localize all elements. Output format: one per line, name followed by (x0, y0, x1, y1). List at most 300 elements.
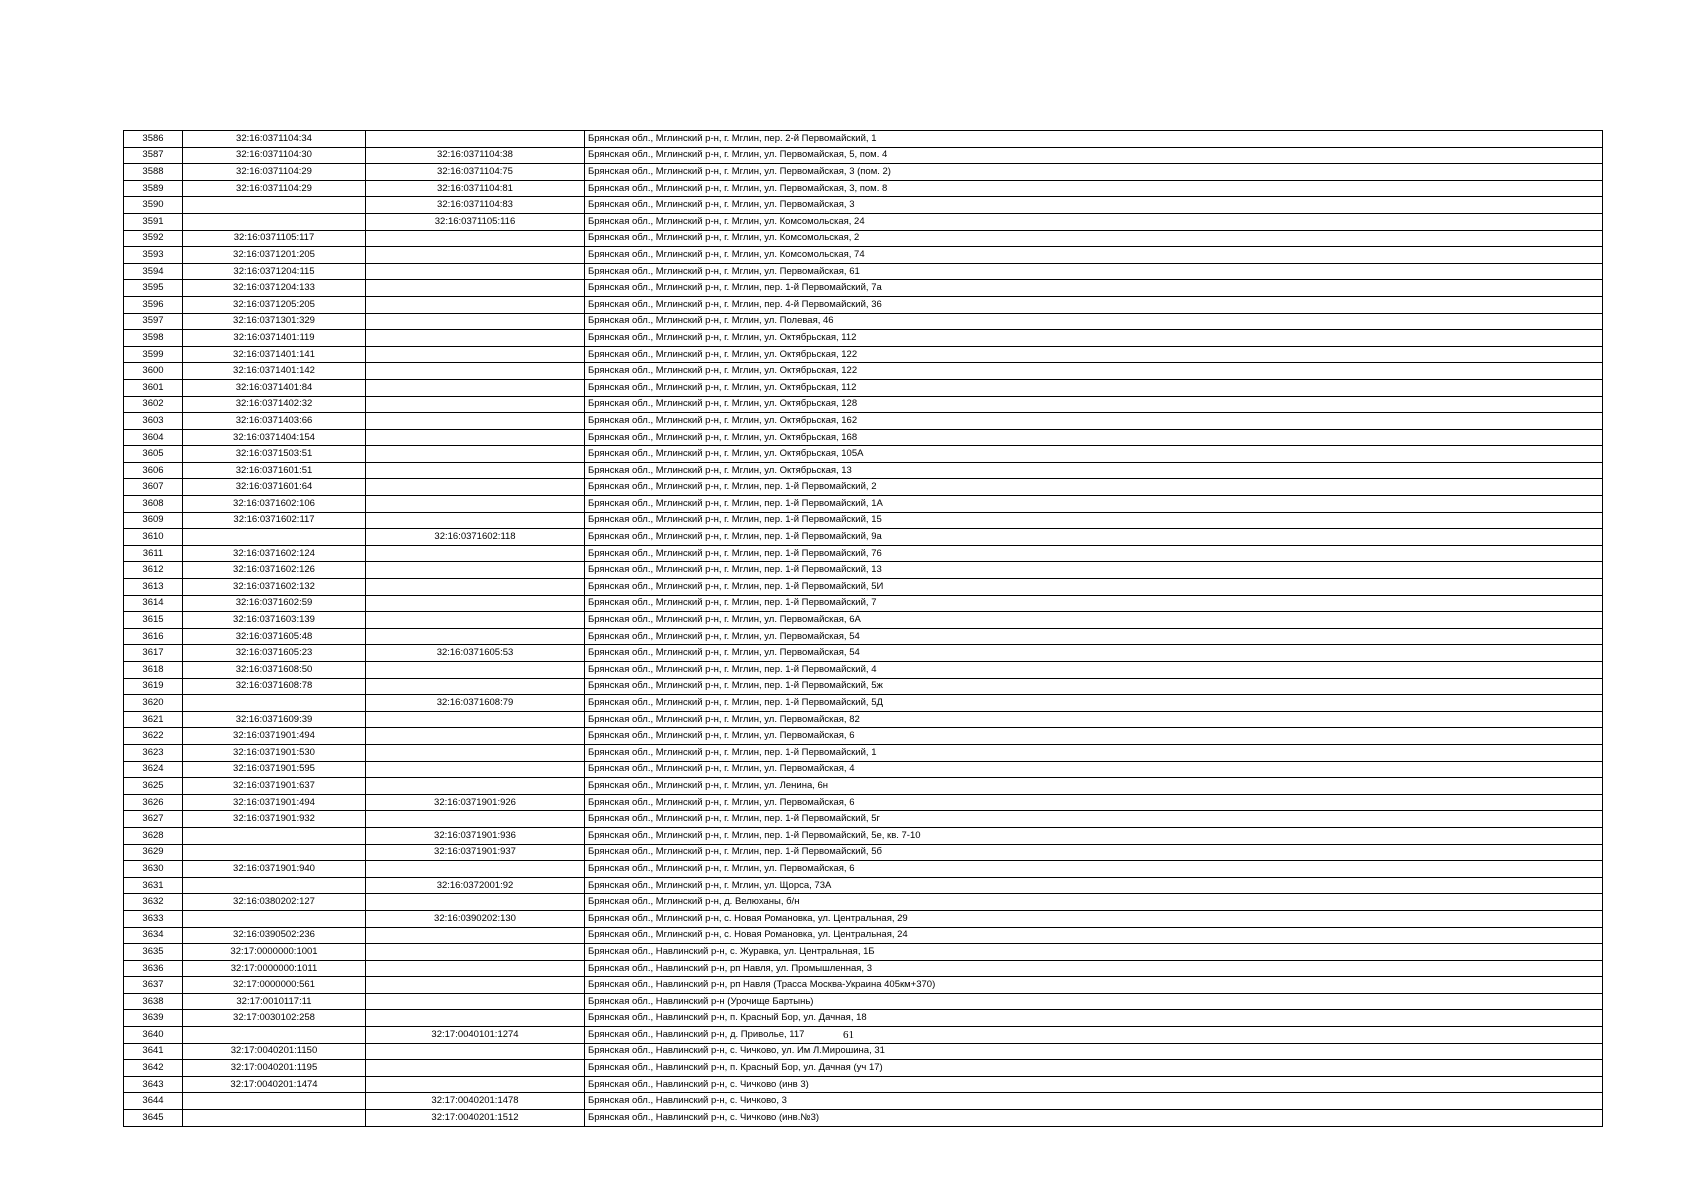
cadastral-number-secondary-cell (366, 280, 585, 297)
address-cell: Брянская обл., Мглинский р-н, г. Мглин, ул. Первомайская, 6 (585, 861, 1603, 878)
cadastral-number-secondary-cell (366, 379, 585, 396)
table-row (124, 180, 1603, 197)
row-number-cell: 3598 (124, 330, 183, 347)
table-row (124, 313, 1603, 330)
row-number-cell: 3595 (124, 280, 183, 297)
cadastral-number-secondary-cell (366, 977, 585, 994)
table-row (124, 379, 1603, 396)
address-cell: Брянская обл., Мглинский р-н, г. Мглин, пер. 1-й Первомайский, 4 (585, 662, 1603, 679)
cadastral-number-primary-cell: 32:16:0371901:530 (183, 744, 366, 761)
cadastral-number-primary-cell (183, 910, 366, 927)
table-row (124, 910, 1603, 927)
cadastral-number-primary-cell: 32:16:0371401:84 (183, 379, 366, 396)
registry-table-body (124, 131, 1603, 1127)
cadastral-number-secondary-cell (366, 1060, 585, 1077)
cadastral-number-secondary-cell (366, 662, 585, 679)
address-cell: Брянская обл., Мглинский р-н, г. Мглин, пер. 1-й Первомайский, 15 (585, 512, 1603, 529)
row-number-cell: 3635 (124, 944, 183, 961)
row-number-cell: 3619 (124, 678, 183, 695)
address-cell: Брянская обл., Мглинский р-н, г. Мглин, ул. Октябрьская, 128 (585, 396, 1603, 413)
cadastral-number-secondary-cell (366, 711, 585, 728)
cadastral-number-secondary-cell (366, 927, 585, 944)
row-number-cell: 3625 (124, 778, 183, 795)
cadastral-number-secondary-cell (366, 595, 585, 612)
cadastral-number-primary-cell: 32:16:0371601:51 (183, 462, 366, 479)
row-number-cell: 3586 (124, 131, 183, 148)
cadastral-number-secondary-cell (366, 728, 585, 745)
row-number-cell: 3602 (124, 396, 183, 413)
address-cell: Брянская обл., Навлинский р-н, п. Красный Бор, ул. Дачная (уч 17) (585, 1060, 1603, 1077)
cadastral-number-primary-cell: 32:17:0000000:561 (183, 977, 366, 994)
row-number-cell: 3608 (124, 496, 183, 513)
table-row (124, 1076, 1603, 1093)
cadastral-number-primary-cell: 32:16:0371901:932 (183, 811, 366, 828)
table-row (124, 662, 1603, 679)
address-cell: Брянская обл., Мглинский р-н, г. Мглин, пер. 4-й Первомайский, 36 (585, 296, 1603, 313)
table-row (124, 296, 1603, 313)
row-number-cell: 3617 (124, 645, 183, 662)
table-row (124, 844, 1603, 861)
cadastral-number-primary-cell: 32:16:0371901:940 (183, 861, 366, 878)
cadastral-number-secondary-cell (366, 330, 585, 347)
address-cell: Брянская обл., Навлинский р-н, с. Чичково, ул. Им Л.Мирошина, 31 (585, 1043, 1603, 1060)
address-cell: Брянская обл., Мглинский р-н, г. Мглин, ул. Первомайская, 3 (585, 197, 1603, 214)
table-row (124, 263, 1603, 280)
row-number-cell: 3615 (124, 612, 183, 629)
cadastral-number-primary-cell: 32:16:0371602:132 (183, 579, 366, 596)
cadastral-number-primary-cell: 32:16:0371205:205 (183, 296, 366, 313)
address-cell: Брянская обл., Навлинский р-н, рп Навля (Трасса Москва-Украина 405км+370) (585, 977, 1603, 994)
table-row (124, 761, 1603, 778)
table-row (124, 413, 1603, 430)
cadastral-number-primary-cell: 32:17:0040201:1474 (183, 1076, 366, 1093)
address-cell: Брянская обл., Мглинский р-н, г. Мглин, пер. 1-й Первомайский, 5Д (585, 695, 1603, 712)
address-cell: Брянская обл., Мглинский р-н, г. Мглин, пер. 1-й Первомайский, 2 (585, 479, 1603, 496)
address-cell: Брянская обл., Мглинский р-н, г. Мглин, ул. Комсомольская, 2 (585, 230, 1603, 247)
cadastral-number-secondary-cell: 32:17:0040201:1478 (366, 1093, 585, 1110)
table-row (124, 927, 1603, 944)
cadastral-number-primary-cell: 32:16:0371609:39 (183, 711, 366, 728)
table-row (124, 827, 1603, 844)
cadastral-number-secondary-cell (366, 131, 585, 148)
cadastral-number-primary-cell: 32:16:0380202:127 (183, 894, 366, 911)
table-row (124, 164, 1603, 181)
cadastral-number-primary-cell: 32:16:0371104:30 (183, 147, 366, 164)
address-cell: Брянская обл., Мглинский р-н, г. Мглин, ул. Первомайская, 3, пом. 8 (585, 180, 1603, 197)
row-number-cell: 3611 (124, 545, 183, 562)
cadastral-number-secondary-cell (366, 496, 585, 513)
cadastral-number-primary-cell: 32:17:0040201:1195 (183, 1060, 366, 1077)
cadastral-number-secondary-cell (366, 1010, 585, 1027)
table-row (124, 545, 1603, 562)
row-number-cell: 3645 (124, 1110, 183, 1127)
address-cell: Брянская обл., Мглинский р-н, г. Мглин, пер. 1-й Первомайский, 7а (585, 280, 1603, 297)
address-cell: Брянская обл., Навлинский р-н, п. Красный Бор, ул. Дачная, 18 (585, 1010, 1603, 1027)
address-cell: Брянская обл., Навлинский р-н, рп Навля, ул. Промышленная, 3 (585, 960, 1603, 977)
address-cell: Брянская обл., Мглинский р-н, г. Мглин, ул. Октябрьская, 112 (585, 379, 1603, 396)
cadastral-number-secondary-cell (366, 993, 585, 1010)
cadastral-number-primary-cell: 32:16:0371104:29 (183, 164, 366, 181)
cadastral-number-secondary-cell: 32:16:0371901:926 (366, 794, 585, 811)
table-row (124, 247, 1603, 264)
table-row (124, 728, 1603, 745)
table-row (124, 213, 1603, 230)
table-row (124, 330, 1603, 347)
row-number-cell: 3621 (124, 711, 183, 728)
cadastral-number-secondary-cell (366, 1043, 585, 1060)
row-number-cell: 3632 (124, 894, 183, 911)
address-cell: Брянская обл., Мглинский р-н, г. Мглин, ул. Комсомольская, 74 (585, 247, 1603, 264)
row-number-cell: 3620 (124, 695, 183, 712)
cadastral-number-secondary-cell (366, 313, 585, 330)
cadastral-number-secondary-cell (366, 296, 585, 313)
table-row (124, 479, 1603, 496)
address-cell: Брянская обл., Навлинский р-н (Урочище Бартынь) (585, 993, 1603, 1010)
row-number-cell: 3622 (124, 728, 183, 745)
address-cell: Брянская обл., Мглинский р-н, г. Мглин, ул. Щорса, 73А (585, 877, 1603, 894)
cadastral-number-primary-cell: 32:17:0030102:258 (183, 1010, 366, 1027)
cadastral-number-primary-cell: 32:16:0371901:595 (183, 761, 366, 778)
row-number-cell: 3642 (124, 1060, 183, 1077)
cadastral-number-primary-cell: 32:17:0010117:11 (183, 993, 366, 1010)
registry-table-container (123, 130, 1574, 1127)
table-row (124, 811, 1603, 828)
address-cell: Брянская обл., Мглинский р-н, г. Мглин, ул. Комсомольская, 24 (585, 213, 1603, 230)
cadastral-number-primary-cell (183, 529, 366, 546)
row-number-cell: 3638 (124, 993, 183, 1010)
cadastral-number-secondary-cell (366, 462, 585, 479)
cadastral-number-primary-cell: 32:16:0371901:494 (183, 728, 366, 745)
table-row (124, 744, 1603, 761)
cadastral-number-secondary-cell (366, 744, 585, 761)
cadastral-number-secondary-cell (366, 944, 585, 961)
address-cell: Брянская обл., Мглинский р-н, д. Велюханы, б/н (585, 894, 1603, 911)
row-number-cell: 3589 (124, 180, 183, 197)
table-row (124, 512, 1603, 529)
row-number-cell: 3626 (124, 794, 183, 811)
address-cell: Брянская обл., Навлинский р-н, д. Приволье, 117 (585, 1027, 1603, 1044)
row-number-cell: 3637 (124, 977, 183, 994)
cadastral-number-secondary-cell (366, 363, 585, 380)
row-number-cell: 3616 (124, 628, 183, 645)
address-cell: Брянская обл., Мглинский р-н, г. Мглин, пер. 1-й Первомайский, 1А (585, 496, 1603, 513)
row-number-cell: 3640 (124, 1027, 183, 1044)
row-number-cell: 3613 (124, 579, 183, 596)
table-row (124, 346, 1603, 363)
address-cell: Брянская обл., Мглинский р-н, г. Мглин, ул. Первомайская, 5, пом. 4 (585, 147, 1603, 164)
address-cell: Брянская обл., Навлинский р-н, с. Чичково (инв.№3) (585, 1110, 1603, 1127)
table-row (124, 977, 1603, 994)
table-row (124, 861, 1603, 878)
row-number-cell: 3609 (124, 512, 183, 529)
cadastral-number-secondary-cell (366, 396, 585, 413)
address-cell: Брянская обл., Мглинский р-н, г. Мглин, ул. Первомайская, 82 (585, 711, 1603, 728)
row-number-cell: 3628 (124, 827, 183, 844)
cadastral-number-primary-cell: 32:16:0371602:59 (183, 595, 366, 612)
table-row (124, 877, 1603, 894)
cadastral-number-primary-cell (183, 1110, 366, 1127)
row-number-cell: 3612 (124, 562, 183, 579)
row-number-cell: 3623 (124, 744, 183, 761)
cadastral-number-secondary-cell: 32:16:0371602:118 (366, 529, 585, 546)
row-number-cell: 3631 (124, 877, 183, 894)
cadastral-number-secondary-cell (366, 230, 585, 247)
address-cell: Брянская обл., Мглинский р-н, г. Мглин, ул. Октябрьская, 112 (585, 330, 1603, 347)
cadastral-number-secondary-cell: 32:16:0371605:53 (366, 645, 585, 662)
address-cell: Брянская обл., Мглинский р-н, г. Мглин, пер. 1-й Первомайский, 5е, кв. 7-10 (585, 827, 1603, 844)
row-number-cell: 3641 (124, 1043, 183, 1060)
table-row (124, 1043, 1603, 1060)
row-number-cell: 3634 (124, 927, 183, 944)
address-cell: Брянская обл., Мглинский р-н, г. Мглин, ул. Первомайская, 6 (585, 794, 1603, 811)
table-row (124, 562, 1603, 579)
cadastral-number-secondary-cell: 32:16:0371104:75 (366, 164, 585, 181)
cadastral-number-secondary-cell (366, 512, 585, 529)
cadastral-number-secondary-cell (366, 479, 585, 496)
address-cell: Брянская обл., Мглинский р-н, г. Мглин, ул. Первомайская, 3 (пом. 2) (585, 164, 1603, 181)
page-number: 61 (843, 1029, 854, 1041)
address-cell: Брянская обл., Мглинский р-н, г. Мглин, пер. 1-й Первомайский, 5И (585, 579, 1603, 596)
address-cell: Брянская обл., Мглинский р-н, г. Мглин, пер. 1-й Первомайский, 1 (585, 744, 1603, 761)
cadastral-number-primary-cell: 32:16:0371104:34 (183, 131, 366, 148)
row-number-cell: 3601 (124, 379, 183, 396)
row-number-cell: 3614 (124, 595, 183, 612)
row-number-cell: 3597 (124, 313, 183, 330)
table-row (124, 1110, 1603, 1127)
cadastral-number-secondary-cell (366, 811, 585, 828)
row-number-cell: 3605 (124, 446, 183, 463)
row-number-cell: 3599 (124, 346, 183, 363)
cadastral-number-secondary-cell: 32:17:0040201:1512 (366, 1110, 585, 1127)
cadastral-number-primary-cell: 32:16:0371402:32 (183, 396, 366, 413)
table-row (124, 462, 1603, 479)
cadastral-number-primary-cell: 32:16:0371608:50 (183, 662, 366, 679)
cadastral-number-secondary-cell: 32:16:0371608:79 (366, 695, 585, 712)
row-number-cell: 3603 (124, 413, 183, 430)
row-number-cell: 3618 (124, 662, 183, 679)
address-cell: Брянская обл., Навлинский р-н, с. Журавка, ул. Центральная, 1Б (585, 944, 1603, 961)
cadastral-number-primary-cell: 32:16:0390502:236 (183, 927, 366, 944)
table-row (124, 993, 1603, 1010)
address-cell: Брянская обл., Мглинский р-н, г. Мглин, ул. Полевая, 46 (585, 313, 1603, 330)
address-cell: Брянская обл., Мглинский р-н, г. Мглин, ул. Первомайская, 6 (585, 728, 1603, 745)
cadastral-number-primary-cell: 32:16:0371104:29 (183, 180, 366, 197)
cadastral-number-primary-cell: 32:16:0371602:126 (183, 562, 366, 579)
cadastral-number-primary-cell: 32:16:0371605:48 (183, 628, 366, 645)
cadastral-number-primary-cell: 32:16:0371204:133 (183, 280, 366, 297)
cadastral-number-secondary-cell: 32:17:0040101:1274 (366, 1027, 585, 1044)
address-cell: Брянская обл., Мглинский р-н, г. Мглин, пер. 1-й Первомайский, 7 (585, 595, 1603, 612)
cadastral-number-secondary-cell: 32:16:0371104:83 (366, 197, 585, 214)
cadastral-number-primary-cell: 32:16:0371901:494 (183, 794, 366, 811)
address-cell: Брянская обл., Мглинский р-н, г. Мглин, пер. 1-й Первомайский, 5б (585, 844, 1603, 861)
cadastral-number-primary-cell: 32:16:0371301:329 (183, 313, 366, 330)
address-cell: Брянская обл., Мглинский р-н, г. Мглин, ул. Первомайская, 4 (585, 761, 1603, 778)
row-number-cell: 3630 (124, 861, 183, 878)
table-row (124, 529, 1603, 546)
cadastral-number-primary-cell: 32:16:0371403:66 (183, 413, 366, 430)
address-cell: Брянская обл., Мглинский р-н, г. Мглин, пер. 1-й Первомайский, 5г (585, 811, 1603, 828)
cadastral-number-secondary-cell (366, 413, 585, 430)
table-row (124, 396, 1603, 413)
row-number-cell: 3593 (124, 247, 183, 264)
cadastral-number-primary-cell (183, 877, 366, 894)
cadastral-number-secondary-cell (366, 960, 585, 977)
row-number-cell: 3590 (124, 197, 183, 214)
table-row (124, 894, 1603, 911)
address-cell: Брянская обл., Мглинский р-н, г. Мглин, ул. Первомайская, 6А (585, 612, 1603, 629)
row-number-cell: 3643 (124, 1076, 183, 1093)
cadastral-number-primary-cell: 32:16:0371105:117 (183, 230, 366, 247)
table-row (124, 131, 1603, 148)
cadastral-number-secondary-cell (366, 778, 585, 795)
row-number-cell: 3636 (124, 960, 183, 977)
cadastral-number-secondary-cell (366, 545, 585, 562)
table-row (124, 147, 1603, 164)
address-cell: Брянская обл., Мглинский р-н, г. Мглин, пер. 1-й Первомайский, 5ж (585, 678, 1603, 695)
cadastral-number-primary-cell: 32:16:0371201:205 (183, 247, 366, 264)
address-cell: Брянская обл., Мглинский р-н, г. Мглин, ул. Октябрьская, 122 (585, 363, 1603, 380)
cadastral-number-primary-cell: 32:17:0000000:1001 (183, 944, 366, 961)
cadastral-number-primary-cell: 32:16:0371601:64 (183, 479, 366, 496)
address-cell: Брянская обл., Мглинский р-н, г. Мглин, пер. 1-й Первомайский, 13 (585, 562, 1603, 579)
cadastral-number-primary-cell: 32:16:0371503:51 (183, 446, 366, 463)
cadastral-number-secondary-cell (366, 612, 585, 629)
cadastral-number-secondary-cell: 32:16:0371901:937 (366, 844, 585, 861)
cadastral-number-primary-cell: 32:16:0371603:139 (183, 612, 366, 629)
cadastral-number-primary-cell: 32:16:0371204:115 (183, 263, 366, 280)
row-number-cell: 3644 (124, 1093, 183, 1110)
row-number-cell: 3596 (124, 296, 183, 313)
cadastral-number-primary-cell: 32:16:0371401:141 (183, 346, 366, 363)
row-number-cell: 3606 (124, 462, 183, 479)
cadastral-number-secondary-cell: 32:16:0371901:936 (366, 827, 585, 844)
address-cell: Брянская обл., Навлинский р-н, с. Чичково, 3 (585, 1093, 1603, 1110)
table-row (124, 197, 1603, 214)
cadastral-number-primary-cell (183, 213, 366, 230)
row-number-cell: 3588 (124, 164, 183, 181)
cadastral-number-secondary-cell: 32:16:0371105:116 (366, 213, 585, 230)
table-row (124, 446, 1603, 463)
cadastral-number-primary-cell: 32:16:0371404:154 (183, 429, 366, 446)
table-row (124, 794, 1603, 811)
row-number-cell: 3594 (124, 263, 183, 280)
address-cell: Брянская обл., Мглинский р-н, г. Мглин, ул. Первомайская, 61 (585, 263, 1603, 280)
address-cell: Брянская обл., Мглинский р-н, г. Мглин, ул. Октябрьская, 168 (585, 429, 1603, 446)
row-number-cell: 3639 (124, 1010, 183, 1027)
row-number-cell: 3592 (124, 230, 183, 247)
cadastral-number-primary-cell (183, 844, 366, 861)
row-number-cell: 3587 (124, 147, 183, 164)
row-number-cell: 3629 (124, 844, 183, 861)
cadastral-number-primary-cell: 32:16:0371401:142 (183, 363, 366, 380)
address-cell: Брянская обл., Мглинский р-н, г. Мглин, ул. Октябрьская, 162 (585, 413, 1603, 430)
row-number-cell: 3600 (124, 363, 183, 380)
cadastral-number-secondary-cell: 32:16:0371104:38 (366, 147, 585, 164)
cadastral-number-secondary-cell (366, 761, 585, 778)
address-cell: Брянская обл., Мглинский р-н, с. Новая Романовка, ул. Центральная, 24 (585, 927, 1603, 944)
address-cell: Брянская обл., Мглинский р-н, г. Мглин, ул. Первомайская, 54 (585, 645, 1603, 662)
cadastral-number-secondary-cell (366, 429, 585, 446)
table-row (124, 230, 1603, 247)
cadastral-number-primary-cell (183, 827, 366, 844)
table-row (124, 1093, 1603, 1110)
address-cell: Брянская обл., Мглинский р-н, с. Новая Романовка, ул. Центральная, 29 (585, 910, 1603, 927)
table-row (124, 280, 1603, 297)
registry-table (123, 130, 1603, 1127)
table-row (124, 711, 1603, 728)
cadastral-number-secondary-cell (366, 1076, 585, 1093)
table-row (124, 628, 1603, 645)
cadastral-number-primary-cell: 32:16:0371602:124 (183, 545, 366, 562)
cadastral-number-primary-cell (183, 197, 366, 214)
cadastral-number-primary-cell (183, 1093, 366, 1110)
cadastral-number-primary-cell: 32:17:0000000:1011 (183, 960, 366, 977)
cadastral-number-secondary-cell (366, 861, 585, 878)
address-cell: Брянская обл., Мглинский р-н, г. Мглин, ул. Ленина, 6н (585, 778, 1603, 795)
cadastral-number-secondary-cell: 32:16:0372001:92 (366, 877, 585, 894)
cadastral-number-secondary-cell (366, 579, 585, 596)
address-cell: Брянская обл., Мглинский р-н, г. Мглин, ул. Октябрьская, 105А (585, 446, 1603, 463)
table-row (124, 960, 1603, 977)
cadastral-number-primary-cell: 32:16:0371608:78 (183, 678, 366, 695)
table-row (124, 944, 1603, 961)
cadastral-number-primary-cell: 32:16:0371401:119 (183, 330, 366, 347)
cadastral-number-primary-cell: 32:16:0371602:117 (183, 512, 366, 529)
table-row (124, 1010, 1603, 1027)
address-cell: Брянская обл., Мглинский р-н, г. Мглин, пер. 2-й Первомайский, 1 (585, 131, 1603, 148)
row-number-cell: 3633 (124, 910, 183, 927)
cadastral-number-secondary-cell (366, 562, 585, 579)
table-row (124, 695, 1603, 712)
address-cell: Брянская обл., Мглинский р-н, г. Мглин, ул. Октябрьская, 122 (585, 346, 1603, 363)
table-row (124, 363, 1603, 380)
cadastral-number-secondary-cell (366, 894, 585, 911)
row-number-cell: 3610 (124, 529, 183, 546)
table-row (124, 1060, 1603, 1077)
address-cell: Брянская обл., Мглинский р-н, г. Мглин, ул. Первомайская, 54 (585, 628, 1603, 645)
row-number-cell: 3624 (124, 761, 183, 778)
cadastral-number-secondary-cell (366, 346, 585, 363)
table-row (124, 579, 1603, 596)
cadastral-number-primary-cell: 32:16:0371605:23 (183, 645, 366, 662)
table-row (124, 429, 1603, 446)
table-row (124, 612, 1603, 629)
cadastral-number-secondary-cell (366, 678, 585, 695)
row-number-cell: 3627 (124, 811, 183, 828)
address-cell: Брянская обл., Навлинский р-н, с. Чичково (инв 3) (585, 1076, 1603, 1093)
table-row (124, 595, 1603, 612)
cadastral-number-primary-cell: 32:17:0040201:1150 (183, 1043, 366, 1060)
cadastral-number-primary-cell: 32:16:0371602:106 (183, 496, 366, 513)
row-number-cell: 3607 (124, 479, 183, 496)
cadastral-number-secondary-cell: 32:16:0390202:130 (366, 910, 585, 927)
address-cell: Брянская обл., Мглинский р-н, г. Мглин, пер. 1-й Первомайский, 76 (585, 545, 1603, 562)
cadastral-number-secondary-cell: 32:16:0371104:81 (366, 180, 585, 197)
cadastral-number-primary-cell (183, 695, 366, 712)
address-cell: Брянская обл., Мглинский р-н, г. Мглин, пер. 1-й Первомайский, 9а (585, 529, 1603, 546)
table-row (124, 678, 1603, 695)
cadastral-number-secondary-cell (366, 628, 585, 645)
cadastral-number-secondary-cell (366, 446, 585, 463)
address-cell: Брянская обл., Мглинский р-н, г. Мглин, ул. Октябрьская, 13 (585, 462, 1603, 479)
table-row (124, 496, 1603, 513)
cadastral-number-primary-cell: 32:16:0371901:637 (183, 778, 366, 795)
table-row (124, 645, 1603, 662)
cadastral-number-secondary-cell (366, 247, 585, 264)
row-number-cell: 3604 (124, 429, 183, 446)
cadastral-number-secondary-cell (366, 263, 585, 280)
